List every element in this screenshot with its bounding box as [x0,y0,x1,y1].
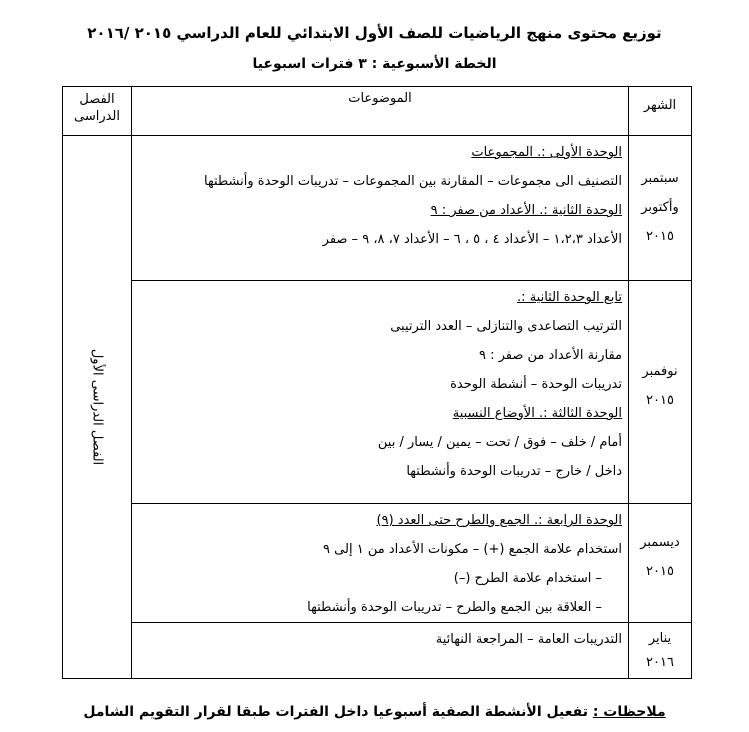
table-row [63,504,692,623]
table-row [63,136,692,281]
month-year: ٢٠١٥ [646,229,674,244]
notes-text: تفعيل الأنشطة الصفية أسبوعيا داخل الفترات طبقا لقرار التقويم الشامل [83,704,588,720]
unit-heading: الوحدة الأولى :. المجموعات [471,145,622,160]
month-year: ٢٠١٥ [646,564,674,579]
document-subtitle: الخطة الأسبوعية : ٣ فترات اسبوعيا [252,56,497,72]
term-label: الفصل الدراسى الأول [89,348,105,466]
month-name: نوفمبر [642,364,678,379]
month-name: وأكتوبر [641,200,679,215]
topics-cell [132,281,629,504]
header-term: الفصل الدراسى [63,87,132,136]
topic-line: داخل / خارج – تدريبات الوحدة وأنشطتها [406,464,622,479]
unit-heading: الوحدة الثانية :. الأعداد من صفر : ٩ [430,203,622,218]
month-name: سبتمبر [641,171,679,186]
table-row [63,623,692,679]
topic-line: تدريبات الوحدة – أنشطة الوحدة [450,377,622,392]
month-name: ديسمبر [640,535,680,550]
month-cell [629,623,692,679]
document-title: توزيع محتوى منهج الرياضيات للصف الأول الابتدائي للعام الدراسي ٢٠١٥ /٢٠١٦ [87,24,662,42]
topic-line: التصنيف الى مجموعات – المقارنة بين المجموعات – تدريبات الوحدة وأنشطتها [203,174,622,189]
topic-line: الأعداد ١،٢،٣ – الأعداد ٤ ، ٥ ، ٦ – الأعداد ٧، ٨، ٩ – صفر [322,232,622,247]
month-year: ٢٠١٥ [646,393,674,408]
header-topics: الموضوعات [132,87,629,136]
month-cell [629,504,692,623]
topic-line: التدريبات العامة – المراجعة النهائية [435,632,622,647]
month-cell [629,136,692,281]
table-row [63,281,692,504]
topic-line: – العلاقة بين الجمع والطرح – تدريبات الوحدة وأنشطتها [307,600,602,615]
curriculum-table [62,86,692,679]
topics-cell [132,623,629,679]
term-cell [63,136,132,679]
header-month: الشهر [629,87,692,136]
topic-line: مقارنة الأعداد من صفر : ٩ [478,348,622,363]
month-name: يناير [648,631,672,646]
topic-line: الترتيب التصاعدى والتنازلى – العدد الترتيبى [390,319,622,334]
notes [0,704,749,720]
unit-heading: الوحدة الثالثة :. الأوضاع النسبية [452,406,622,421]
table-header-row [63,87,692,136]
topic-line: – استخدام علامة الطرح (–) [453,571,602,586]
unit-heading: تابع الوحدة الثانية :. [517,290,622,305]
month-cell [629,281,692,504]
notes-label: ملاحظات : [592,704,666,720]
topic-line: استخدام علامة الجمع (+) – مكونات الأعداد من ١ إلى ٩ [323,542,622,557]
month-year: ٢٠١٦ [646,655,674,670]
unit-heading: الوحدة الرابعة :. الجمع والطرح حتى العدد (٩) [376,513,622,528]
topic-line: أمام / خلف – فوق / تحت – يمين / يسار / بين [377,435,622,450]
topics-cell [132,136,629,281]
topics-cell [132,504,629,623]
